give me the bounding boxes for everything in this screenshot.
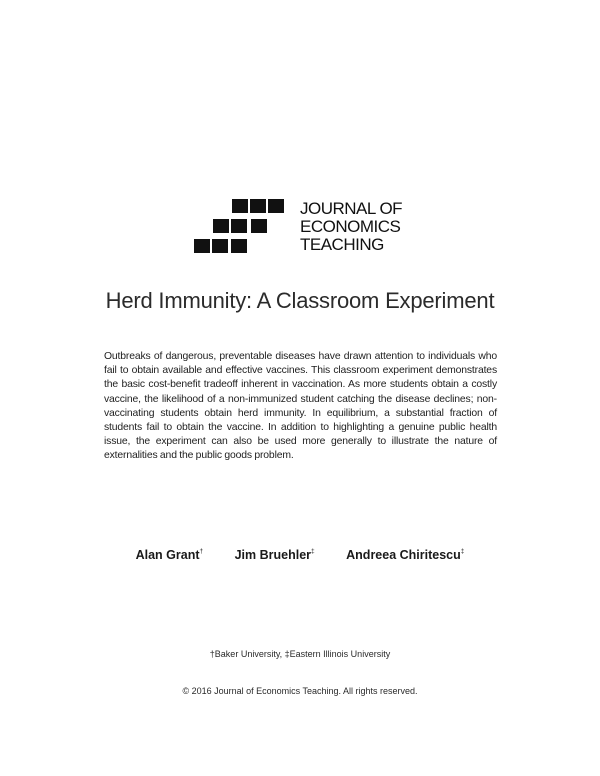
copyright-notice: © 2016 Journal of Economics Teaching. All rights reserved. (182, 686, 418, 696)
author-name: Alan Grant (135, 548, 200, 562)
author-name: Andreea Chiritescu (346, 548, 461, 562)
journal-logo (194, 199, 414, 255)
author-name: Jim Bruehler (234, 548, 312, 562)
logo-block (232, 199, 248, 213)
journal-name (300, 200, 402, 254)
logo-block (250, 199, 266, 213)
journal-name-line-1: JOURNAL OF (300, 199, 403, 218)
logo-block (212, 239, 228, 253)
logo-block (194, 239, 210, 253)
author (136, 548, 204, 562)
logo-block (231, 219, 247, 233)
logo-block (251, 219, 267, 233)
journal-name-line-3: TEACHING (300, 235, 384, 254)
affiliation-mark: ‡ (311, 548, 315, 555)
affiliation-mark: ‡ (460, 548, 465, 555)
author (235, 548, 315, 562)
affiliation-mark: † (199, 548, 204, 555)
logo-block (268, 199, 284, 213)
logo-block (231, 239, 247, 253)
author-list (0, 548, 600, 562)
journal-name-line-2: ECONOMICS (300, 217, 401, 236)
abstract: Outbreaks of dangerous, preventable diseases have drawn attention to individuals who fail to obtain available and effective vaccines. This classroom experiment demonstrates the basic cost-benefit tradeoff inherent in vaccination. As more students obtain a costly vaccine, the likelihood of a non-immunized student catching the disease declines; non-vaccinating students obtain herd immunity. In equilibrium, a substantial fraction of students fail to obtain the vaccine. In addition to highlighting a genuine public health issue, the experiment can also be used more generally to illustrate the nature of externalities and the public goods problem. (104, 351, 497, 462)
logo-block (213, 219, 229, 233)
author (346, 548, 464, 562)
paper-title: Herd Immunity: A Classroom Experiment (105, 288, 495, 313)
affiliations: †Baker University, ‡Eastern Illinois University (209, 649, 391, 659)
